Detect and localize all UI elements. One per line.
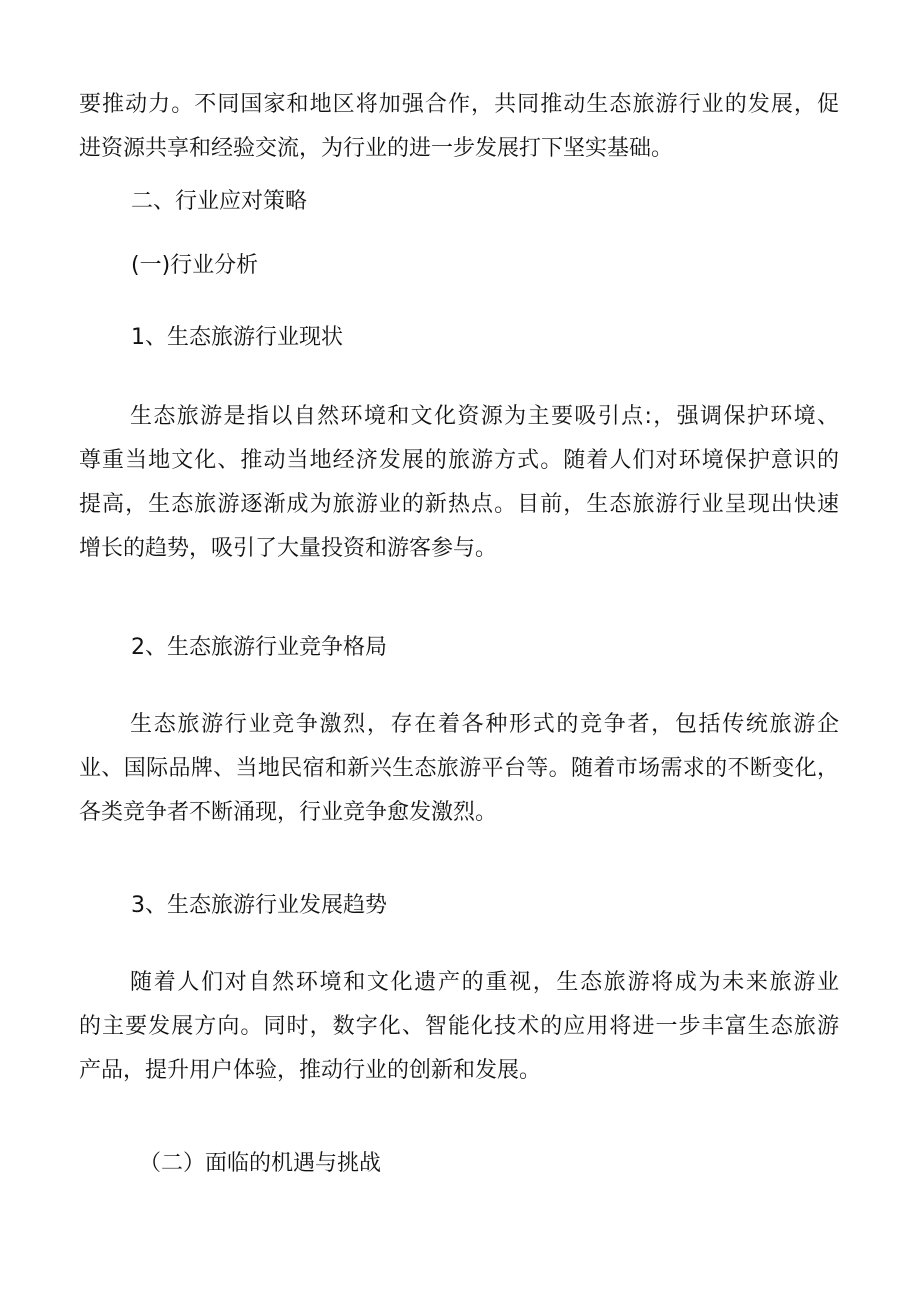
item-heading: 2、生态旅游行业竞争格局 bbox=[131, 635, 387, 660]
paragraph-line: 增长的趋势，吸引了大量投资和游客参与。 bbox=[79, 536, 498, 561]
paragraph-line: 生态旅游是指以自然环境和文化资源为主要吸引点:，强调保护环境、 bbox=[130, 404, 839, 429]
subsection-heading: (一)行业分析 bbox=[131, 253, 259, 278]
intro-paragraph bbox=[79, 83, 839, 171]
item-2-paragraph bbox=[79, 703, 839, 835]
item-3-paragraph bbox=[79, 961, 839, 1093]
paragraph-line: 要推动力。不同国家和地区将加强合作，共同推动生态旅游行业的发展，促 bbox=[79, 92, 839, 117]
paragraph-line: 产品，提升用户体验，推动行业的创新和发展。 bbox=[79, 1058, 542, 1083]
paragraph-line: 业、国际品牌、当地民宿和新兴生态旅游平台等。随着市场需求的不断变化， bbox=[79, 756, 839, 781]
subsection-heading: （二）面临的机遇与挑战 bbox=[139, 1151, 382, 1176]
paragraph-line: 各类竞争者不断涌现，行业竞争愈发激烈。 bbox=[79, 800, 498, 825]
item-1-paragraph bbox=[79, 395, 839, 571]
item-heading: 1、生态旅游行业现状 bbox=[131, 325, 343, 350]
paragraph-line: 随着人们对自然环境和文化遗产的重视，生态旅游将成为未来旅游业 bbox=[130, 970, 839, 995]
item-heading: 3、生态旅游行业发展趋势 bbox=[131, 893, 387, 918]
paragraph-line: 提高，生态旅游逐渐成为旅游业的新热点。目前，生态旅游行业呈现出快速 bbox=[79, 492, 839, 517]
paragraph-line: 进资源共享和经验交流，为行业的进一步发展打下坚实基础。 bbox=[79, 136, 674, 161]
paragraph-line: 尊重当地文化、推动当地经济发展的旅游方式。随着人们对环境保护意识的 bbox=[79, 448, 839, 473]
section-heading: 二、行业应对策略 bbox=[131, 189, 308, 214]
paragraph-line: 的主要发展方向。同时，数字化、智能化技术的应用将进一步丰富生态旅游 bbox=[79, 1014, 839, 1039]
paragraph-line: 生态旅游行业竞争激烈，存在着各种形式的竞争者，包括传统旅游企 bbox=[130, 712, 839, 737]
